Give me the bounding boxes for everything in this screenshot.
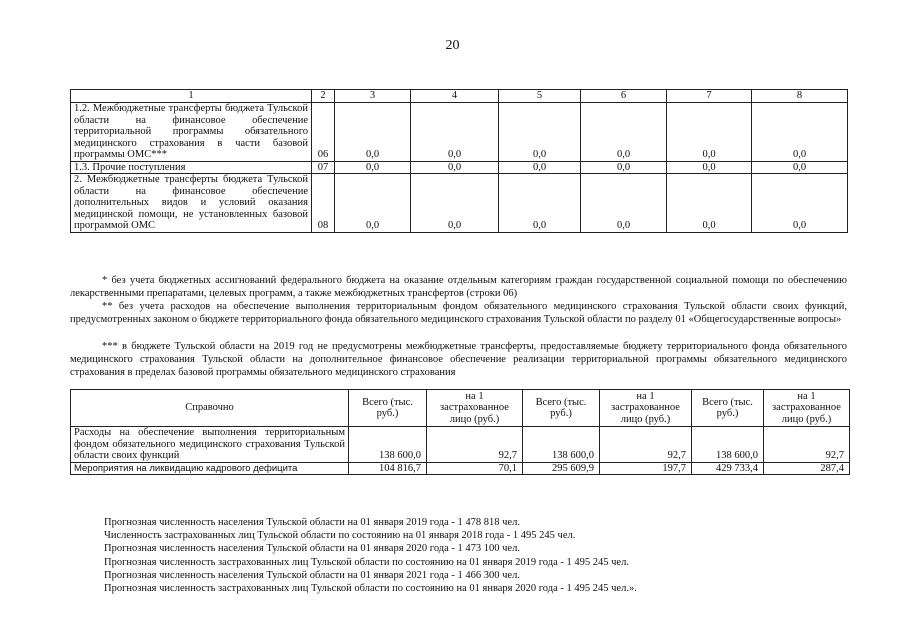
cell-value: 0,0 <box>667 161 752 174</box>
row-name: 1.2. Межбюджетные трансферты бюджета Тульской области на финансовое обеспечение территориальной программы обязательного медицинского страхования в части базовой программы ОМС*** <box>71 103 312 162</box>
footnote: * без учета бюджетных ассигнований федерального бюджета на оказание отдельным категориям граждан государственной социальной помощи по обеспечению лекарственными препаратами, целевых программ, а также межбюджетных трансфертов (строки 06) <box>70 275 847 299</box>
cell-value: 0,0 <box>499 161 581 174</box>
cell-value: 0,0 <box>667 174 752 233</box>
cell-value: 0,0 <box>581 174 667 233</box>
footnote: ** без учета расходов на обеспечение выполнения территориальным фондом обязательного медицинского страхования Тульской области своих функций, предусмотренных законом о бюджете территориального фонда обязательного медицинского страхования Тульской области по разделу 01 «Общегосударственные вопросы» <box>70 301 847 325</box>
row-code: 08 <box>312 174 335 233</box>
table-header-row <box>71 90 848 103</box>
column-header: на 1 застрахованное лицо (руб.) <box>600 390 692 427</box>
row-name: Расходы на обеспечение выполнения территориальным фондом обязательного медицинского страхования Тульской области своих функций <box>71 427 349 463</box>
cell-value: 92,7 <box>764 427 850 463</box>
cell-value: 0,0 <box>411 103 499 162</box>
row-name: 2. Межбюджетные трансферты бюджета Тульской области на финансовое обеспечение дополнительных видов и условий оказания медицинской помощи, не установленных базовой программой ОМС <box>71 174 312 233</box>
population-line: Прогнозная численность населения Тульской области на 01 января 2019 года - 1 478 818 чел. <box>104 517 520 528</box>
population-line: Прогнозная численность населения Тульской области на 01 января 2020 года - 1 473 100 чел. <box>104 543 520 555</box>
cell-value: 138 600,0 <box>692 427 764 463</box>
row-code: 06 <box>312 103 335 162</box>
column-header: 2 <box>312 90 335 103</box>
table-row <box>71 103 848 162</box>
population-line: Прогнозная численность застрахованных лиц Тульской области по состоянию на 01 января 2020 года - 1 495 245 чел.». <box>104 583 637 595</box>
table-row <box>71 161 848 174</box>
column-header: Всего (тыс. руб.) <box>523 390 600 427</box>
row-name: Мероприятия на ликвидацию кадрового дефицита <box>71 462 349 475</box>
column-header: на 1 застрахованное лицо (руб.) <box>764 390 850 427</box>
column-header: 6 <box>581 90 667 103</box>
column-header: 5 <box>499 90 581 103</box>
column-header: Всего (тыс. руб.) <box>692 390 764 427</box>
population-line: Прогнозная численность застрахованных лиц Тульской области по состоянию на 01 января 2019 года - 1 495 245 чел. <box>104 556 629 568</box>
cell-value: 0,0 <box>335 103 411 162</box>
column-header: на 1 застрахованное лицо (руб.) <box>427 390 523 427</box>
reference-table <box>70 389 850 475</box>
cell-value: 138 600,0 <box>349 427 427 463</box>
cell-value: 0,0 <box>752 161 848 174</box>
column-header: 4 <box>411 90 499 103</box>
cell-value: 92,7 <box>427 427 523 463</box>
table-row <box>71 174 848 233</box>
column-header: 8 <box>752 90 848 103</box>
cell-value: 0,0 <box>752 174 848 233</box>
column-header: 1 <box>71 90 312 103</box>
column-header: 7 <box>667 90 752 103</box>
cell-value: 287,4 <box>764 462 850 475</box>
cell-value: 295 609,9 <box>523 462 600 475</box>
column-header: Всего (тыс. руб.) <box>349 390 427 427</box>
page-number: 20 <box>445 38 460 53</box>
budget-table <box>70 89 848 233</box>
cell-value: 197,7 <box>600 462 692 475</box>
cell-value: 0,0 <box>752 103 848 162</box>
column-header: 3 <box>335 90 411 103</box>
row-code: 07 <box>312 161 335 174</box>
population-line: Численность застрахованных лиц Тульской области по состоянию на 01 января 2018 года - 1 495 245 чел. <box>104 530 576 542</box>
cell-value: 92,7 <box>600 427 692 463</box>
table-header-row <box>71 390 850 427</box>
cell-value: 0,0 <box>335 161 411 174</box>
cell-value: 104 816,7 <box>349 462 427 475</box>
cell-value: 0,0 <box>411 174 499 233</box>
cell-value: 0,0 <box>499 174 581 233</box>
table-row <box>71 462 850 475</box>
population-list <box>104 516 824 595</box>
population-line: Прогнозная численность населения Тульской области на 01 января 2021 года - 1 466 300 чел. <box>104 569 520 581</box>
cell-value: 70,1 <box>427 462 523 475</box>
cell-value: 0,0 <box>411 161 499 174</box>
cell-value: 0,0 <box>499 103 581 162</box>
table-row <box>71 427 850 463</box>
cell-value: 138 600,0 <box>523 427 600 463</box>
cell-value: 0,0 <box>581 161 667 174</box>
cell-value: 0,0 <box>581 103 667 162</box>
column-header: Справочно <box>71 390 349 427</box>
cell-value: 0,0 <box>667 103 752 162</box>
row-name: 1.3. Прочие поступления <box>71 161 312 174</box>
cell-value: 429 733,4 <box>692 462 764 475</box>
footnote: *** в бюджете Тульской области на 2019 год не предусмотрены межбюджетные трансферты, предоставляемые бюджету территориального фонда обязательного медицинского страхования Тульской области на дополнительное финансовое обеспечение реализации территориальной программы обязательного медицинского страхования в пределах базовой программы обязательного медицинского страхования <box>70 341 847 378</box>
cell-value: 0,0 <box>335 174 411 233</box>
